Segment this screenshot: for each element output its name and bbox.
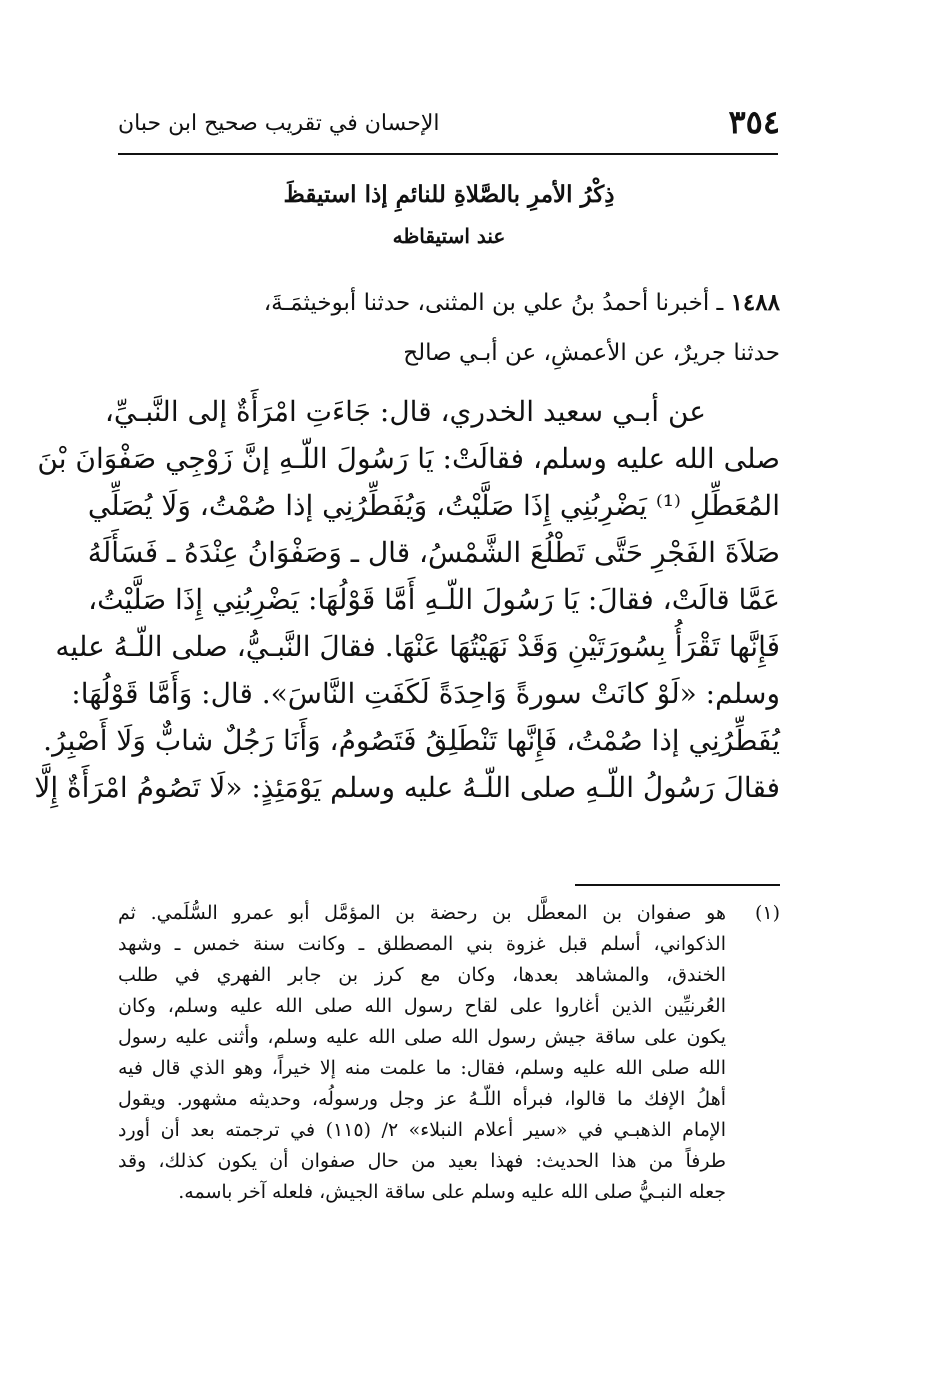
footnote-marker: (١)	[754, 902, 780, 924]
matn-line: وسلم: «لَوْ كانَتْ سورةً وَاحِدَةً لَكَفَتِ النَّاسَ». قال: وَأَمَّا قَوْلُهَا:	[71, 677, 780, 710]
matn-line: يُفَطِّرُنِي إذا صُمْتُ، فَإِنَّها تَنْطَلِقُ فَتَصُومُ، وَأَنَا رَجُلٌ شابٌّ وَلَا أَصْبِرُ.	[43, 724, 780, 757]
page-number: ٣٥٤	[728, 103, 780, 141]
header-rule	[118, 153, 778, 155]
footnote-line	[118, 898, 780, 929]
matn-line: فقالَ رَسُولُ اللّـهِ صلى اللّـهُ عليه وسلم يَوْمَئِذٍ: «لَا تَصُومُ امْرَأَةٌ إِلَّا	[34, 771, 780, 804]
footnote-rule	[575, 884, 780, 886]
footnote-line-text: هو صفوان بن المعطَّل بن رحضة بن المؤمَّل أبو عمرو السُّلَمي. ثم	[118, 902, 726, 924]
footnote-line: العُرنيِّين الذين أغاروا على لقاح رسول الله صلى الله عليه وسلم، وكان	[118, 995, 726, 1017]
section-heading	[118, 172, 780, 254]
matn-line: عَمَّا قالَتْ، فقالَ: يَا رَسُولَ اللّـهِ أَمَّا قَوْلُهَا: يَضْرِبُنِي إِذَا صَلَّيْتُ،	[88, 583, 780, 616]
footnote-line: طرفاً من هذا الحديث: فهذا بعيد من حال صفوان أن يكون كذلك، وقد	[118, 1150, 726, 1172]
footnote-line: الخندق، والمشاهد بعدها، وكان مع كرز بن جابر الفهري في طلب	[118, 964, 726, 986]
section-heading-line2: عند استيقاظه	[392, 224, 506, 248]
matn-line: عن أبـي سعيد الخدري، قال: جَاءَتِ امْرَأَةٌ إلى النَّبـيِّ،	[104, 395, 706, 428]
footnote-line: الإمام الذهبـي في «سير أعلام النبلاء» ٢/ (١١٥) في ترجمته بعد أن أورد	[118, 1119, 727, 1141]
chain-line: حدثنا جريرٌ، عن الأعمشِ، عن أبـي صالح	[403, 340, 780, 366]
chain-line-text: ـ أخبرنا أحمدُ بنُ علي بن المثنى، حدثنا أبوخيثمَـةَ،	[263, 290, 724, 316]
footnote-line: الله صلى الله عليه وسلم، فقال: ما علمت منه إلا خيراً، وهو الذي قال فيه	[118, 1057, 726, 1079]
page-header	[118, 100, 780, 146]
footnote	[118, 898, 780, 1208]
matn-line: المُعَطِّلِ ⁽¹⁾ يَضْرِبُنِي إِذَا صَلَّيْتُ، وَيُفَطِّرُنِي إذا صُمْتُ، وَلَا يُصَلِّي	[87, 489, 780, 522]
matn-line: فَإِنَّها تَقْرَأُ بِسُورَتَيْنِ وَقَدْ نَهَيْتُهَا عَنْهَا. فقالَ النَّبـيُّ، صلى اللّـهُ عليه	[55, 630, 780, 663]
footnote-line: يكون على ساقة جيش رسول الله صلى الله عليه وسلم، وأثنى عليه رسول	[118, 1026, 726, 1048]
matn-line: صلى الله عليه وسلم، فقالَتْ: يَا رَسُولَ اللّـهِ إنَّ زَوْجِي صَفْوَانَ بْنَ	[37, 442, 780, 475]
footnote-line: الذكواني، أسلم قبل غزوة بني المصطلق ـ وكانت سنة خمس ـ وشهد	[118, 933, 726, 955]
footnote-line: جعله النبـيُّ صلى الله عليه وسلم على ساقة الجيش، فلعله آخر باسمه.	[178, 1181, 726, 1203]
hadith-chain	[118, 278, 780, 378]
footnote-line: أهلُ الإفك ما قالوا، فبرأه اللّـهُ عز وجل ورسولُه، وحديثه مشهور. ويقول	[118, 1088, 726, 1110]
hadith-text	[34, 388, 780, 811]
matn-line: صَلاَةَ الفَجْرِ حَتَّى تَطْلُعَ الشَّمْسُ، قال ـ وَصَفْوَانُ عِنْدَهُ ـ فَسَأَلَهُ	[87, 536, 780, 569]
section-heading-line1: ذِكْرُ الأمرِ بالصَّلاةِ للنائمِ إذا استيقظَ	[283, 181, 615, 208]
hadith-number: ١٤٨٨	[730, 289, 780, 316]
running-title: الإحسان في تقريب صحيح ابن حبان	[118, 111, 440, 136]
chain-line	[118, 278, 780, 328]
